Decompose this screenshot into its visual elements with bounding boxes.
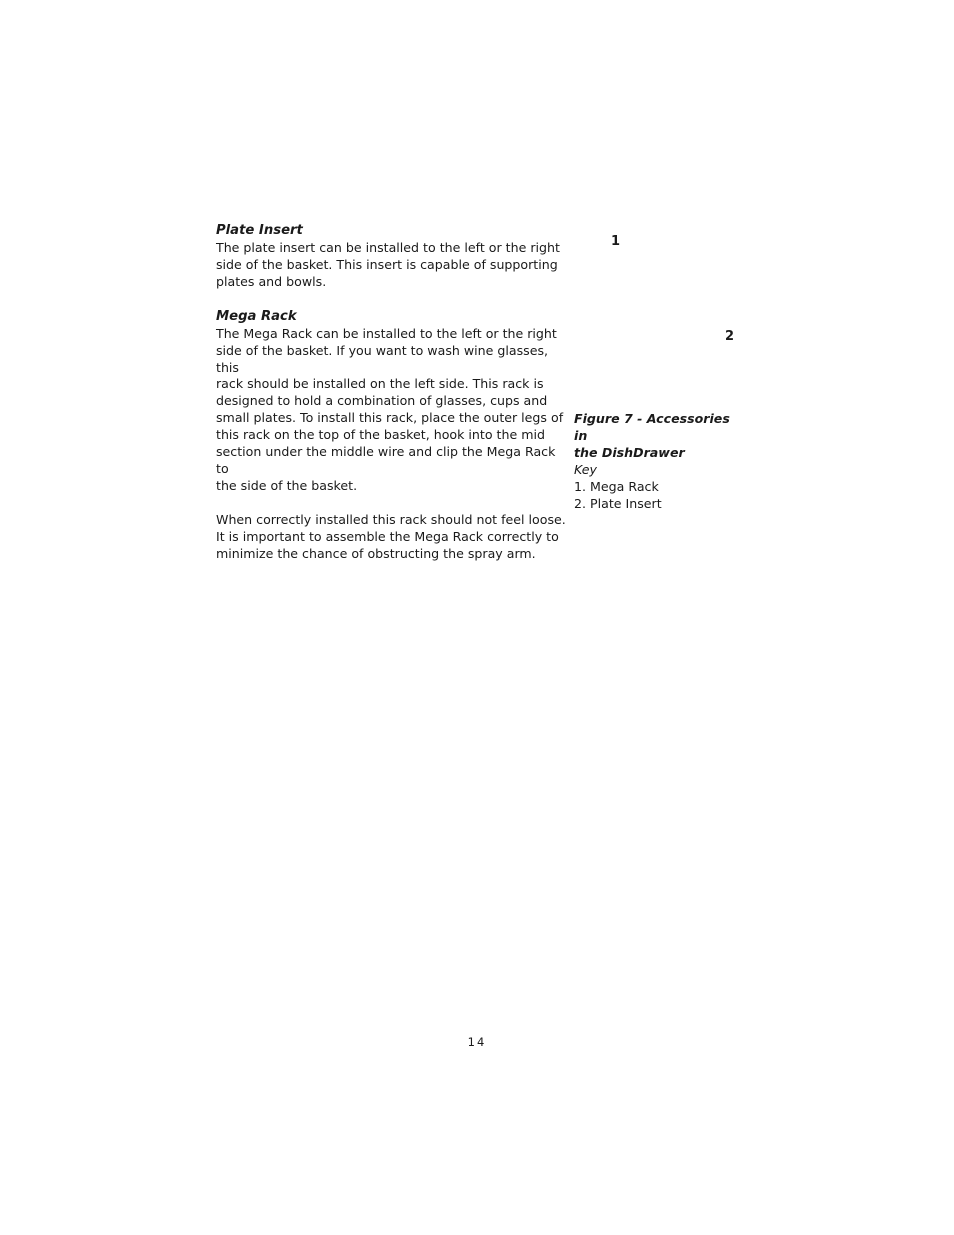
mega-rack-body: The Mega Rack can be installed to the left or the right side of the basket. If you want to wash wine glasses, this rack should be installed on the left side. This rack is designed to hold a combination of glasses, cups and small plates. To install this rack, place the outer legs of this rack on the top of the basket, hook into the mid section under the middle wire and clip the Mega Rack to the side of the basket.: [216, 325, 564, 493]
mega-rack-body-2: When correctly installed this rack should not feel loose. It is important to assemble the Mega Rack correctly to minimize the chance of obstructing the spray arm.: [216, 511, 566, 561]
figure-caption: [574, 411, 744, 512]
spacer: [216, 291, 566, 308]
page-number: 14: [467, 1035, 487, 1049]
spacer: [216, 495, 566, 512]
figure-caption-title: Figure 7 - Accessories in the DishDrawer: [574, 411, 730, 460]
figure-key-label: Key: [574, 461, 598, 477]
figure-callout-2: 2: [725, 329, 735, 344]
text-column: [216, 222, 566, 563]
figure-callout-1: 1: [611, 234, 621, 249]
figure-key-list: [574, 479, 744, 513]
mega-rack-heading: Mega Rack: [216, 308, 297, 324]
plate-insert-heading: Plate Insert: [216, 223, 303, 238]
key-item-plate-insert: 2. Plate Insert: [574, 495, 662, 511]
plate-insert-body: The plate insert can be installed to the left or the right side of the basket. This insert is capable of supporting plates and bowls.: [216, 240, 560, 289]
key-item-mega-rack: 1. Mega Rack: [574, 478, 659, 494]
